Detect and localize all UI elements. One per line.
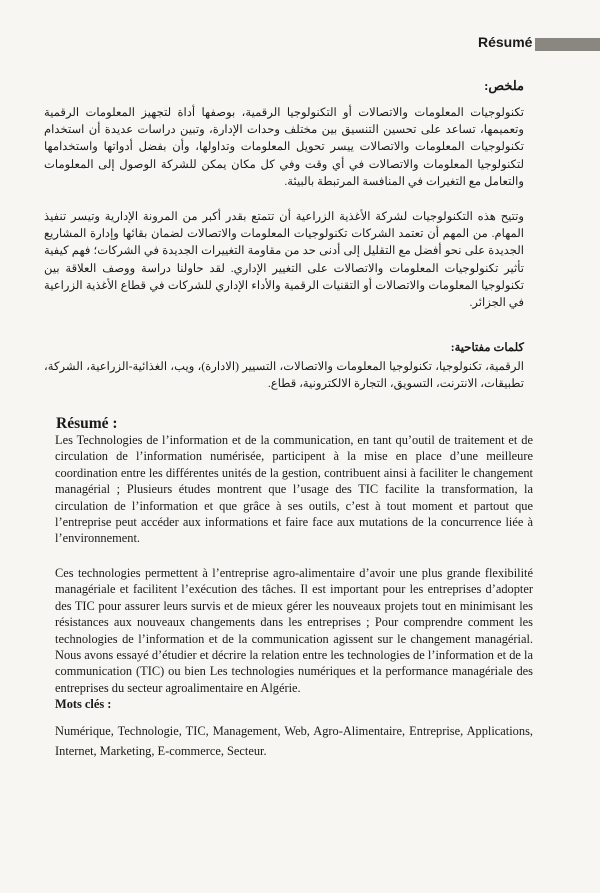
french-paragraph-2: Ces technologies permettent à l’entreprise agro-alimentaire d’avoir une plus grande flexibilité managériale et facilitent l’exécution des tâches. Il est important pour les entreprises d’adopter des TIC pour assurer leurs survis et de mieux gérer les nouveaux projets tout en minimisant les résistances aux nouveaux changements dans les entreprises ; Pour comprendre comment les technologies de l’information et de la communication agissent sur le changement managérial. Nous avons essayé d’étudier et décrire la relation entre les technologies de l’information et de la communication (TIC) ou bien Les technologies numériques et la performance managériale des entreprises du secteur agroalimentaire en Algérie. — [55, 566, 533, 695]
arabic-keywords-title: كلمات مفتاحية: — [450, 341, 524, 354]
arabic-paragraph-2: وتتيح هذه التكنولوجيات لشركة الأغذية الزراعية أن تتمتع بقدر أكبر من المرونة الإدارية وتيسر تنفيذ المهام. من المهم أن تعتمد الشركات تكنولوجيات المعلومات والاتصالات لضمان بقائها وإدارة المشاريع الجديدة على نحو أفضل مع التقليل إلى أدنى حد من مقاومة التغييرات الجديدة في الشركات؛ فهم كيفية تأثير تكنولوجيات المعلومات والاتصالات على التغيير الإداري. لقد حاولنا دراسة ووصف العلاقة بين تكنولوجيا المعلومات والاتصالات أو التقنيات الرقمية والأداء الإداري للشركات في قطاع الأغذية الزراعية في الجزائر. — [44, 210, 524, 310]
arabic-keywords: الرقمية، تكنولوجيا، تكنولوجيا المعلومات والاتصالات، التسيير (الادارة)، ويب، الغذائية-الزراعية، الشركة، تطبيقات، الانترنت، التسويق، التجارة الالكترونية، قطاع. — [44, 360, 524, 391]
french-keywords: Numérique, Technologie, TIC, Management, Web, Agro-Alimentaire, Entreprise, Applications, Internet, Marketing, E-commerce, Secteur. — [55, 724, 533, 758]
french-paragraph-1: Les Technologies de l’information et de la communication, en tant qu’outil de traitement et de circulation de l’information numérisée, participent à la mise en place d’une meilleure coordination entre les différentes unités de la gestion, contribuent ainsi à faciliter le changement managérial ; Plusieurs études montrent que l’usage des TIC facilite la transformation, la circulation de l’information et que grâce à ses outils, c’est à tout moment et partout que l’entreprise peut accéder aux informations et faire face aux mutations de la concurrence liée à l’environnement. — [55, 433, 533, 546]
arabic-abstract-title: ملخص: — [484, 78, 524, 93]
french-keywords-title: Mots clés : — [55, 697, 112, 711]
header-decoration-bar — [535, 38, 600, 51]
header-title: Résumé — [478, 34, 533, 50]
french-abstract-title: Résumé : — [56, 415, 118, 432]
arabic-paragraph-1: تكنولوجيات المعلومات والاتصالات أو التكنولوجيا الرقمية، بوصفها أداة لتجهيز المعلومات الرقمية وتعميمها، تساعد على تحسين التنسيق بين مختلف وحدات الإدارة، وتبين دراسات عديدة أن استخدام تكنولوجيات المعلومات والاتصالات ييسر تحويل المعلومات وتداولها، وأن بفضل أدواتها واستخدامها لتكنولوجيا المعلومات والاتصالات في أي وقت وفي كل مكان يمكن للشركة الوصول إلى المعلومات والتعامل مع التغيرات في المنافسة المرتبطة بالبيئة. — [44, 106, 524, 188]
